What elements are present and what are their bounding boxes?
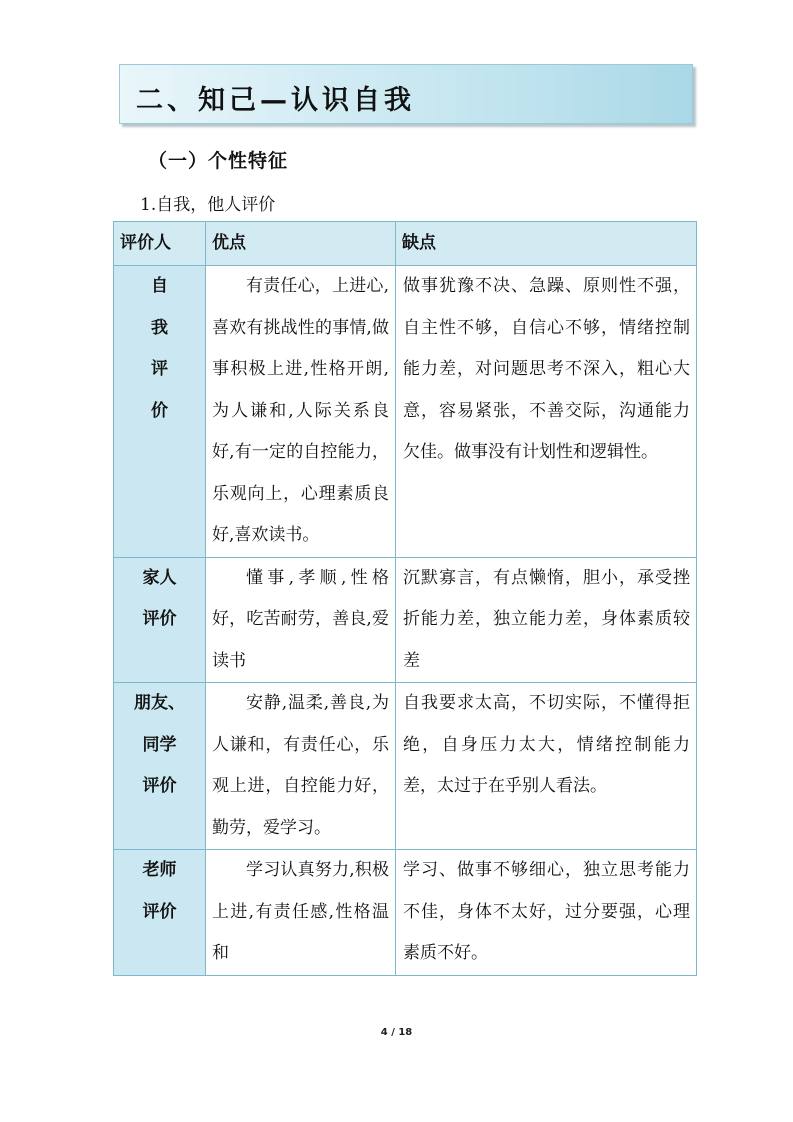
- evaluator-family: [114, 557, 206, 683]
- table-header-row: [114, 222, 697, 266]
- evaluator-line: 评价: [142, 776, 177, 796]
- evaluator-self: [114, 266, 206, 558]
- cons-cell: 做事犹豫不决、急躁、原则性不强，自主性不够，自信心不够，情绪控制能力差，对问题思考不深入，粗心大意，容易紧张，不善交际，沟通能力欠佳。做事没有计划性和逻辑性。: [396, 266, 697, 558]
- table-row-self: [114, 266, 697, 558]
- pros-cell: 安静,温柔,善良,为人谦和，有责任心，乐观上进，自控能力好，勤劳，爱学习。: [206, 683, 396, 850]
- chapter-banner: [119, 64, 693, 124]
- header-evaluator: 评价人: [114, 222, 206, 266]
- pros-cell: 学习认真努力,积极上进,有责任感,性格温和: [206, 850, 396, 976]
- evaluator-line: 价: [151, 400, 168, 421]
- evaluation-table: [113, 221, 697, 976]
- cons-cell: 学习、做事不够细心，独立思考能力不佳，身体不太好，过分要强，心理素质不好。: [396, 850, 697, 976]
- subsection-title: 1.自我，他人评价: [140, 195, 276, 215]
- header-cons: 缺点: [396, 222, 697, 266]
- table-row-teacher: [114, 850, 697, 976]
- chapter-title: 二、知己—认识自我: [136, 85, 415, 116]
- evaluator-line: 自: [151, 276, 168, 296]
- table-row-family: [114, 557, 697, 683]
- evaluator-line: 朋友、: [134, 693, 185, 713]
- evaluator-line: 同学: [142, 734, 177, 755]
- evaluator-friends: [114, 683, 206, 850]
- table-row-friends: [114, 683, 697, 850]
- pros-cell: 有责任心，上进心,喜欢有挑战性的事情,做事积极上进,性格开朗,为人谦和,人际关系良好,有一定的自控能力，乐观向上，心理素质良好,喜欢读书。: [206, 266, 396, 558]
- header-pros: 优点: [206, 222, 396, 266]
- section-title: （一）个性特征: [148, 150, 289, 172]
- evaluator-line: 老师: [142, 860, 177, 880]
- cons-cell: 沉默寡言，有点懒惰，胆小，承受挫折能力差，独立能力差，身体素质较差: [396, 557, 697, 683]
- evaluator-line: 家人: [142, 567, 177, 588]
- evaluator-line: 评价: [142, 901, 177, 922]
- page-number: 4 / 18: [380, 1027, 413, 1038]
- cons-cell: 自我要求太高，不切实际，不懂得拒绝，自身压力太大，情绪控制能力差，太过于在乎别人看法。: [396, 683, 697, 850]
- evaluator-line: 评: [151, 359, 168, 379]
- pros-cell: 懂事,孝顺,性格好，吃苦耐劳，善良,爱读书: [206, 557, 396, 683]
- evaluator-teacher: [114, 850, 206, 976]
- evaluator-line: 我: [151, 317, 168, 338]
- evaluator-line: 评价: [142, 609, 177, 629]
